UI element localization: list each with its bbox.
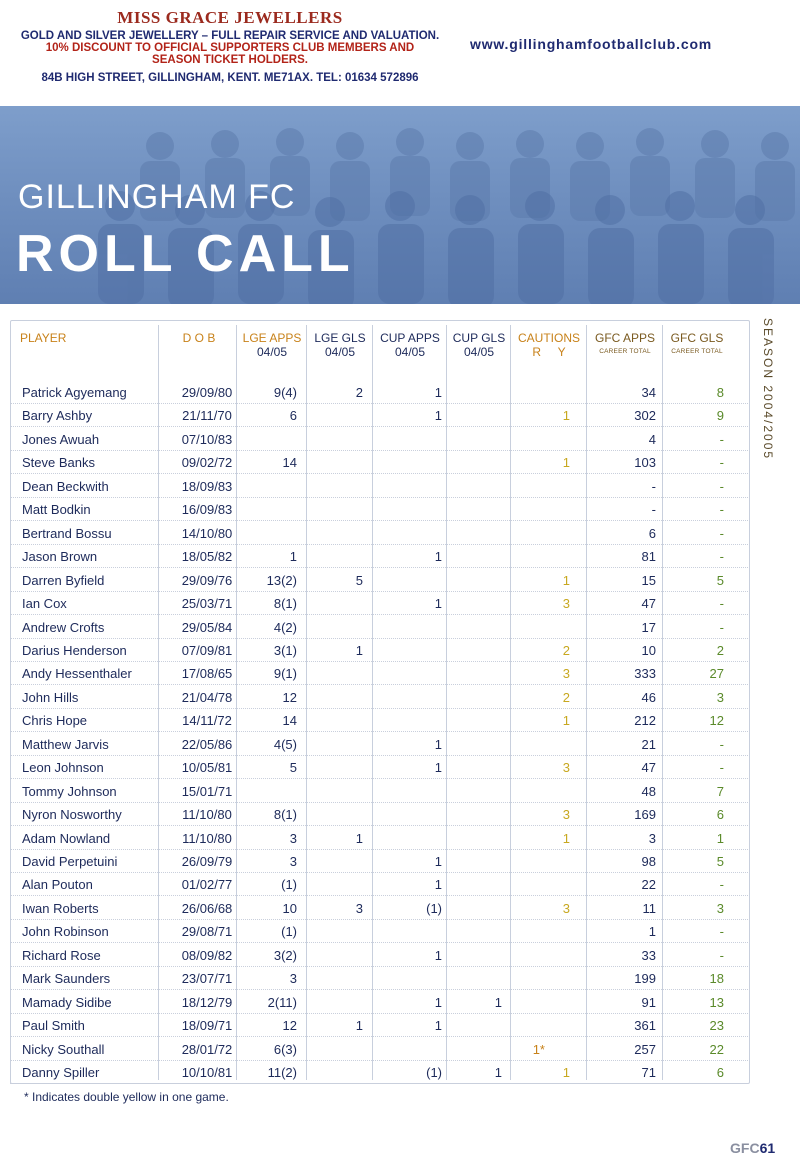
player-gfc-apps: - <box>651 502 656 518</box>
header-lge-gls-label: LGE GLS <box>314 331 366 345</box>
table-row <box>10 1013 748 1037</box>
player-gfc-gls: 5 <box>716 854 724 869</box>
player-cup-apps: (1) <box>426 900 442 916</box>
table-row <box>10 661 748 685</box>
player-lge-apps: 8(1) <box>273 596 297 612</box>
table-row <box>10 872 748 896</box>
player-name: Patrick Agyemang <box>22 385 127 400</box>
player-lge-apps: 3 <box>289 971 297 987</box>
player-cautions-yellow: 3 <box>562 900 570 916</box>
page-number <box>730 1140 775 1156</box>
player-lge-apps: 12 <box>282 1018 297 1034</box>
banner-title-main: ROLL CALL <box>16 225 355 283</box>
player-name: Nyron Nosworthy <box>22 807 122 823</box>
club-website: www.gillinghamfootballclub.com <box>470 36 713 52</box>
table-row <box>10 615 748 639</box>
player-gfc-gls: 5 <box>716 572 724 588</box>
footnote: * Indicates double yellow in one game. <box>24 1090 229 1104</box>
player-cautions-yellow: 1 <box>562 713 570 729</box>
header-lge-apps <box>238 331 306 359</box>
table-row <box>10 966 748 990</box>
player-gfc-gls: 12 <box>709 713 724 729</box>
player-dob: 10/10/81 <box>181 1065 233 1081</box>
player-gfc-apps: 47 <box>641 596 656 612</box>
player-gfc-apps: 17 <box>641 619 656 635</box>
player-dob: 01/02/77 <box>181 877 233 893</box>
player-cup-apps: (1) <box>426 1065 442 1081</box>
player-name: Paul Smith <box>22 1018 85 1034</box>
player-name: Alan Pouton <box>22 877 93 893</box>
player-dob: 22/05/86 <box>181 736 233 752</box>
player-gfc-apps: 1 <box>648 924 656 940</box>
player-name: Nicky Southall <box>22 1041 105 1057</box>
player-gfc-apps: 6 <box>648 525 656 541</box>
header-cup-gls-label: CUP GLS <box>452 331 506 345</box>
player-gfc-apps: 15 <box>641 572 656 588</box>
header-cautions-yellow: Y <box>557 345 566 359</box>
table-row <box>10 568 748 592</box>
player-gfc-apps: 199 <box>634 971 656 987</box>
player-lge-apps: 11(2) <box>267 1065 297 1081</box>
header-gfc-gls <box>664 331 730 359</box>
player-dob: 18/09/83 <box>181 478 233 494</box>
player-dob: 29/08/71 <box>181 924 233 940</box>
player-gfc-apps: 47 <box>641 760 656 776</box>
player-lge-gls: 1 <box>355 830 363 846</box>
player-gfc-apps: 361 <box>634 1018 656 1034</box>
player-name: Dean Beckwith <box>22 478 109 494</box>
player-gfc-gls: 27 <box>709 666 724 682</box>
player-cautions-yellow: 3 <box>562 807 570 823</box>
player-gfc-gls: 3 <box>716 900 724 916</box>
player-lge-apps: 6(3) <box>273 1041 297 1057</box>
table-row <box>10 779 748 803</box>
player-name: Richard Rose <box>22 947 101 963</box>
header-lge-apps-season: 04/05 <box>256 345 288 359</box>
player-dob: 26/09/79 <box>181 854 233 869</box>
player-gfc-apps: 71 <box>641 1065 656 1081</box>
header-gfc-gls-label: GFC GLS <box>670 331 724 345</box>
player-cup-apps: 1 <box>434 408 442 424</box>
player-gfc-apps: 81 <box>641 549 656 565</box>
table-row <box>10 638 748 662</box>
player-gfc-apps: 10 <box>641 642 656 658</box>
player-lge-apps: (1) <box>281 924 297 940</box>
player-gfc-apps: 48 <box>641 783 656 799</box>
player-name: Matthew Jarvis <box>22 736 109 752</box>
player-lge-apps: 3(2) <box>273 947 297 963</box>
header-cup-apps <box>374 331 446 359</box>
player-cautions-yellow: 3 <box>562 760 570 776</box>
player-cautions-yellow: 1 <box>562 572 570 588</box>
table-row <box>10 1060 748 1084</box>
player-lge-apps: 13(2) <box>266 572 297 588</box>
player-lge-gls: 1 <box>355 642 363 658</box>
player-dob: 21/04/78 <box>181 689 233 705</box>
header-dob: D O B <box>182 331 216 345</box>
advert-line-2: 10% DISCOUNT TO OFFICIAL SUPPORTERS CLUB MEMBERS AND <box>45 42 415 54</box>
player-gfc-apps: 22 <box>641 877 656 893</box>
player-cautions-yellow: 3 <box>562 666 570 682</box>
player-dob: 26/06/68 <box>181 900 233 916</box>
player-dob: 10/05/81 <box>181 760 233 776</box>
player-name: David Perpetuini <box>22 854 118 869</box>
player-gfc-gls: 18 <box>709 971 724 987</box>
player-dob: 28/01/72 <box>181 1041 233 1057</box>
table-row <box>10 685 748 709</box>
player-name: Ian Cox <box>22 596 67 612</box>
player-name: Leon Johnson <box>22 760 104 776</box>
header-cautions-label: CAUTIONS <box>517 331 580 345</box>
player-cautions-yellow: 1 <box>562 1065 570 1081</box>
player-name: Tommy Johnson <box>22 783 117 799</box>
header-gfc-apps-career: CAREER TOTAL <box>599 348 651 355</box>
player-cup-gls: 1 <box>494 994 502 1010</box>
page-prefix: GFC <box>730 1140 760 1156</box>
table-row <box>10 380 748 404</box>
player-cup-apps: 1 <box>434 994 442 1010</box>
player-gfc-gls: 6 <box>716 807 724 823</box>
player-name: Darius Henderson <box>22 642 127 658</box>
table-row <box>10 802 748 826</box>
player-dob: 09/02/72 <box>181 455 233 471</box>
player-dob: 15/01/71 <box>181 783 233 799</box>
player-gfc-apps: 4 <box>648 431 656 447</box>
player-lge-apps: 3 <box>289 830 297 846</box>
player-cautions-yellow: 2 <box>562 689 570 705</box>
player-lge-apps: 14 <box>282 455 297 471</box>
player-dob: 07/09/81 <box>181 642 233 658</box>
header-cup-apps-label: CUP APPS <box>380 331 440 345</box>
table-row <box>10 497 748 521</box>
player-gfc-gls: 22 <box>709 1041 724 1057</box>
player-gfc-gls: - <box>719 947 724 963</box>
table-row <box>10 919 748 943</box>
player-gfc-apps: 21 <box>641 736 656 752</box>
player-gfc-apps: 333 <box>634 666 656 682</box>
player-gfc-gls: - <box>719 619 724 635</box>
header-cup-gls <box>448 331 510 359</box>
advert-line-3: SEASON TICKET HOLDERS. <box>152 54 308 66</box>
player-gfc-gls: 1 <box>716 830 724 846</box>
player-lge-apps: 4(2) <box>273 619 297 635</box>
player-gfc-apps: 169 <box>634 807 656 823</box>
player-dob: 14/11/72 <box>182 713 232 729</box>
advert <box>0 8 460 84</box>
header-lge-apps-label: LGE APPS <box>242 331 302 345</box>
header-lge-gls-season: 04/05 <box>324 345 356 359</box>
header-cup-apps-season: 04/05 <box>394 345 426 359</box>
player-gfc-gls: 3 <box>716 689 724 705</box>
player-name: Mark Saunders <box>22 971 111 987</box>
player-gfc-apps: - <box>651 478 656 494</box>
player-cautions-yellow: 1 <box>562 408 570 424</box>
table-row <box>10 403 748 427</box>
player-lge-apps: 8(1) <box>273 807 297 823</box>
player-gfc-apps: 302 <box>634 408 656 424</box>
table-row <box>10 732 748 756</box>
player-gfc-gls: - <box>719 760 724 776</box>
table-row <box>10 544 748 568</box>
player-gfc-gls: - <box>719 525 724 541</box>
player-gfc-gls: - <box>719 478 724 494</box>
player-gfc-apps: 91 <box>641 994 656 1010</box>
player-name: John Hills <box>22 689 79 705</box>
table-row <box>10 591 748 615</box>
player-lge-apps: 9(1) <box>273 666 297 682</box>
player-name: Matt Bodkin <box>22 502 91 518</box>
player-dob: 14/10/80 <box>181 525 233 541</box>
player-name: Mamady Sidibe <box>22 994 112 1010</box>
table-row <box>10 826 748 850</box>
player-dob: 29/09/80 <box>181 385 233 400</box>
header-lge-gls <box>308 331 372 359</box>
table-row <box>10 521 748 545</box>
player-name: Iwan Roberts <box>22 900 99 916</box>
player-name: John Robinson <box>22 924 109 940</box>
player-dob: 11/10/80 <box>182 830 232 846</box>
player-lge-apps: 12 <box>282 689 297 705</box>
table-row <box>10 896 748 920</box>
player-dob: 18/05/82 <box>181 549 233 565</box>
table-row <box>10 849 748 873</box>
player-name: Adam Nowland <box>22 830 111 846</box>
player-gfc-gls: - <box>719 549 724 565</box>
player-dob: 17/08/65 <box>181 666 233 682</box>
player-dob: 29/09/76 <box>181 572 233 588</box>
header-gfc-apps-label: GFC APPS <box>594 331 656 345</box>
header-gfc-gls-career: CAREER TOTAL <box>671 348 723 355</box>
player-cup-gls: 1 <box>494 1065 502 1081</box>
table-row <box>10 990 748 1014</box>
player-gfc-gls: - <box>719 431 724 447</box>
player-name: Danny Spiller <box>22 1065 100 1081</box>
player-name: Andy Hessenthaler <box>22 666 132 682</box>
table-row <box>10 1037 748 1061</box>
player-cup-apps: 1 <box>434 549 442 565</box>
player-gfc-gls: 7 <box>716 783 724 799</box>
player-dob: 18/12/79 <box>181 994 233 1010</box>
player-lge-gls: 3 <box>355 900 363 916</box>
player-lge-apps: 4(5) <box>273 736 297 752</box>
player-lge-apps: (1) <box>281 877 297 893</box>
header-gfc-apps <box>588 331 662 359</box>
player-name: Jason Brown <box>22 549 98 565</box>
advert-line-1: GOLD AND SILVER JEWELLERY – FULL REPAIR SERVICE AND VALUATION. <box>20 30 440 42</box>
player-gfc-gls: 9 <box>716 408 724 424</box>
player-dob: 23/07/71 <box>181 971 233 987</box>
player-gfc-apps: 46 <box>641 689 656 705</box>
player-gfc-apps: 103 <box>634 455 656 471</box>
table-row <box>10 708 748 732</box>
player-gfc-gls: 6 <box>716 1065 724 1081</box>
player-gfc-gls: 8 <box>716 385 724 400</box>
player-cup-apps: 1 <box>434 385 442 400</box>
player-dob: 18/09/71 <box>181 1018 233 1034</box>
player-lge-apps: 5 <box>289 760 297 776</box>
player-gfc-apps: 11 <box>642 900 656 916</box>
player-cup-apps: 1 <box>434 947 442 963</box>
player-cautions-yellow: 3 <box>562 596 570 612</box>
player-lge-apps: 2(11) <box>267 994 297 1010</box>
player-name: Darren Byfield <box>22 572 105 588</box>
player-gfc-apps: 212 <box>634 713 656 729</box>
banner-title-club: GILLINGHAM FC <box>18 178 296 216</box>
player-dob: 21/11/70 <box>182 408 232 424</box>
player-gfc-apps: 33 <box>641 947 656 963</box>
table-row <box>10 474 748 498</box>
player-gfc-apps: 98 <box>641 854 656 869</box>
player-cup-apps: 1 <box>434 877 442 893</box>
player-cup-apps: 1 <box>434 596 442 612</box>
player-cup-apps: 1 <box>434 854 442 869</box>
player-lge-apps: 14 <box>282 713 297 729</box>
player-gfc-gls: - <box>719 877 724 893</box>
player-cup-apps: 1 <box>434 1018 442 1034</box>
season-label: SEASON 2004/2005 <box>761 318 775 461</box>
player-gfc-gls: 2 <box>716 642 724 658</box>
advert-shop-name: MISS GRACE JEWELLERS <box>117 8 343 27</box>
player-lge-apps: 6 <box>289 408 297 424</box>
player-lge-gls: 5 <box>355 572 363 588</box>
header-player: PLAYER <box>20 331 67 345</box>
table-row <box>10 943 748 967</box>
player-cautions-yellow: 1 <box>562 830 570 846</box>
player-dob: 07/10/83 <box>181 431 233 447</box>
player-gfc-gls: - <box>719 924 724 940</box>
player-lge-apps: 3(1) <box>273 642 297 658</box>
player-name: Andrew Crofts <box>22 619 105 635</box>
player-dob: 08/09/82 <box>181 947 233 963</box>
advert-address: 84B HIGH STREET, GILLINGHAM, KENT. ME71AX. TEL: 01634 572896 <box>41 72 419 84</box>
player-gfc-apps: 34 <box>641 385 656 400</box>
header-cup-gls-season: 04/05 <box>463 345 495 359</box>
player-cautions-red: 1* <box>532 1041 545 1057</box>
table-row <box>10 755 748 779</box>
player-gfc-gls: - <box>719 596 724 612</box>
player-dob: 16/09/83 <box>181 502 233 518</box>
page-number-value: 61 <box>759 1140 776 1156</box>
player-dob: 29/05/84 <box>181 619 233 635</box>
player-gfc-gls: - <box>719 455 724 471</box>
player-lge-apps: 3 <box>289 854 297 869</box>
table-row <box>10 427 748 451</box>
player-lge-gls: 2 <box>355 385 363 400</box>
player-name: Chris Hope <box>22 713 88 729</box>
player-gfc-gls: 23 <box>709 1018 724 1034</box>
player-lge-apps: 10 <box>282 900 297 916</box>
player-lge-apps: 9(4) <box>273 385 297 400</box>
player-gfc-gls: - <box>719 736 724 752</box>
player-name: Bertrand Bossu <box>22 525 112 541</box>
header-cautions-red: R <box>532 345 541 359</box>
table-row <box>10 450 748 474</box>
player-cautions-yellow: 2 <box>562 642 570 658</box>
player-lge-apps: 1 <box>289 549 297 565</box>
player-cup-apps: 1 <box>434 760 442 776</box>
player-name: Jones Awuah <box>22 431 100 447</box>
banner <box>0 106 800 304</box>
header-cautions <box>512 331 586 359</box>
player-gfc-gls: 13 <box>709 994 724 1010</box>
player-dob: 25/03/71 <box>181 596 233 612</box>
player-name: Barry Ashby <box>22 408 93 424</box>
player-gfc-apps: 3 <box>648 830 656 846</box>
player-name: Steve Banks <box>22 455 95 471</box>
player-dob: 11/10/80 <box>182 807 232 823</box>
player-cautions-yellow: 1 <box>562 455 570 471</box>
player-gfc-apps: 257 <box>634 1041 656 1057</box>
player-cup-apps: 1 <box>434 736 442 752</box>
player-gfc-gls: - <box>719 502 724 518</box>
player-lge-gls: 1 <box>355 1018 363 1034</box>
